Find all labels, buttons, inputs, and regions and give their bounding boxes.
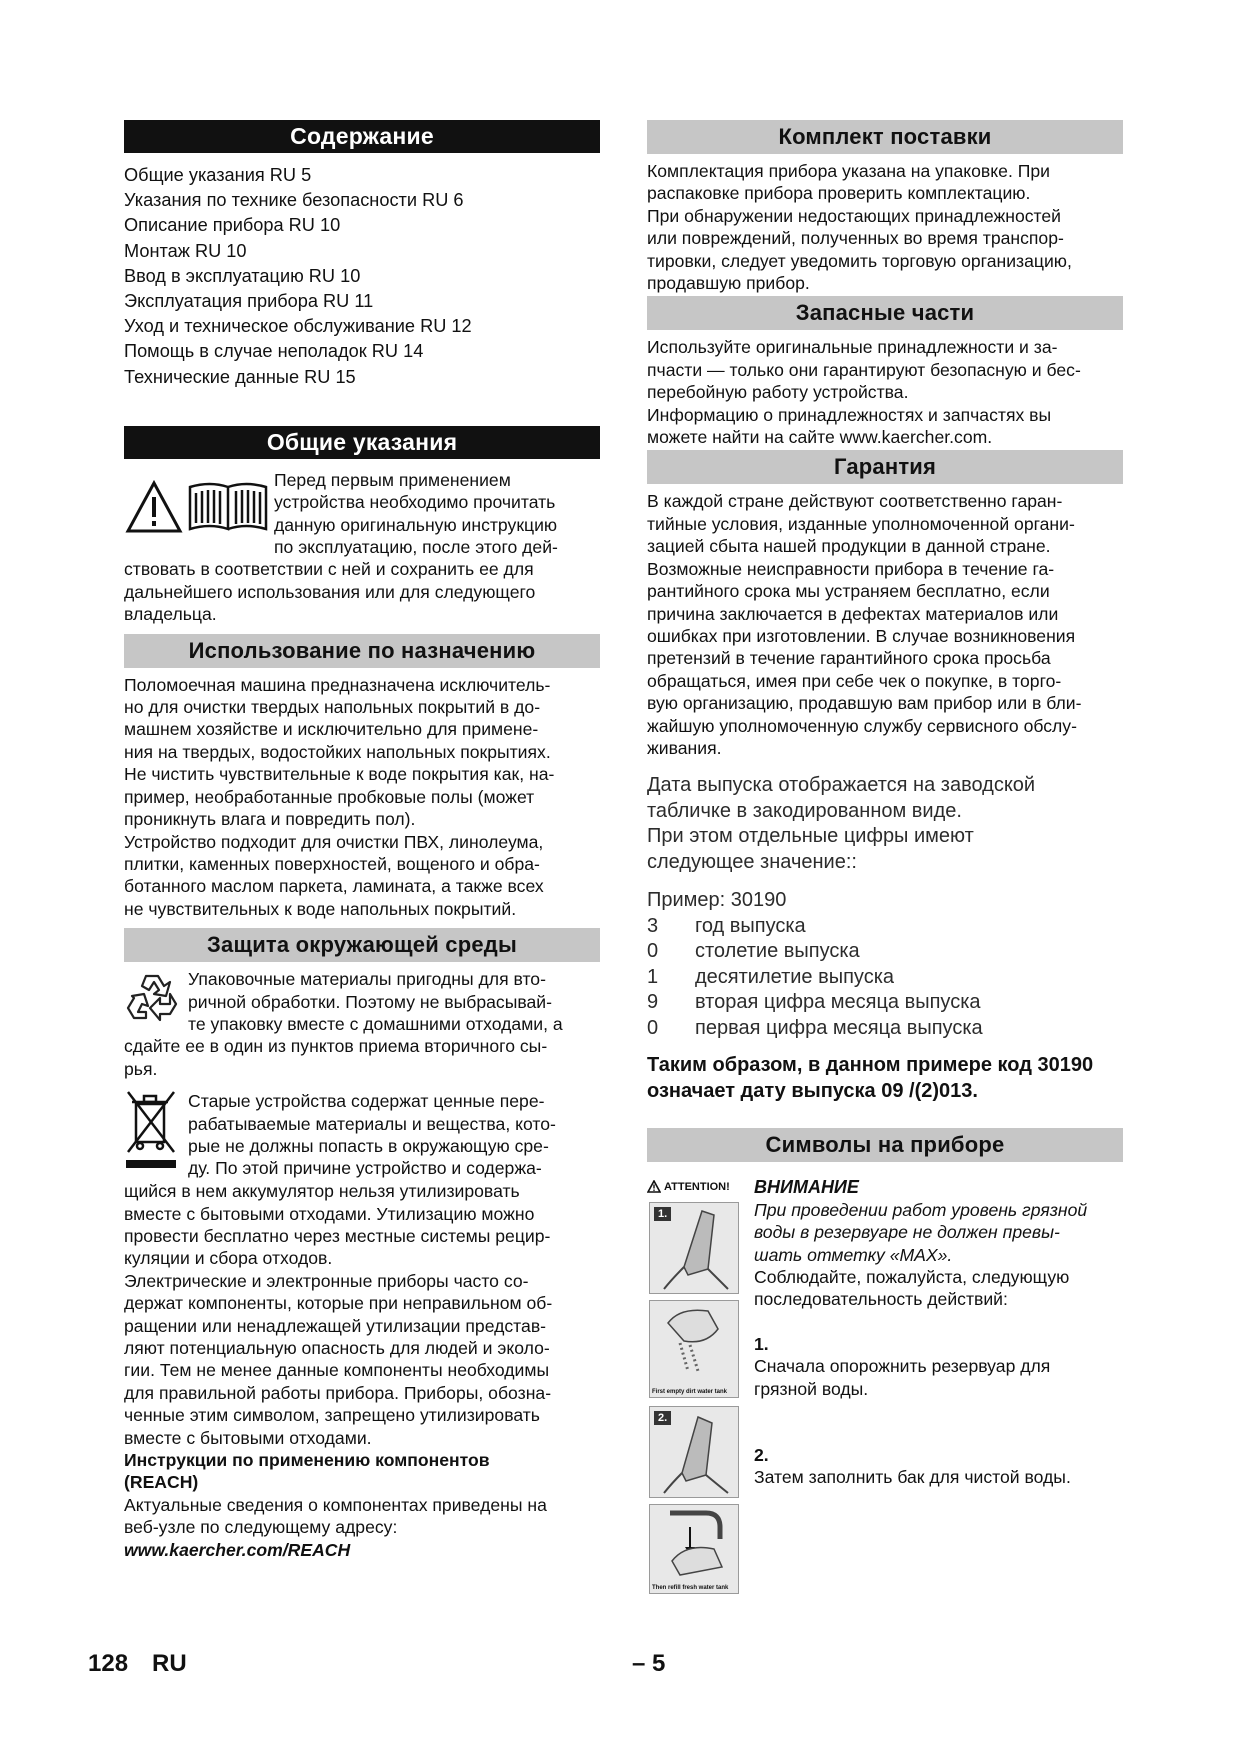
environment-text: те упаковку вместе с домашними отходами, а <box>188 1013 563 1034</box>
delivery-text: Комплектация прибора указана на упаковке. При <box>647 161 1050 181</box>
usage-text: плитки, каменных поверхностей, вощеного и обра- <box>124 853 540 874</box>
right-column <box>647 120 1123 1596</box>
warranty-text: причина заключается в дефектах материалов или <box>647 603 1059 624</box>
warning-icon <box>647 1180 661 1193</box>
code-digit: 0 <box>647 1016 659 1039</box>
toc-item[interactable]: Технические данные RU 15 <box>124 366 356 387</box>
toc-list <box>124 163 600 390</box>
environment-text: сдайте ее в один из пунктов приема вторичного сы- <box>124 1036 548 1057</box>
environment-text: ченные этим символом, запрещено утилизировать <box>124 1405 540 1426</box>
environment-text: куляции и сбора отходов. <box>124 1248 333 1269</box>
crossed-bin-icon <box>124 1090 178 1174</box>
pictogram-number: 1. <box>654 1207 671 1221</box>
delivery-text: продавшую прибор. <box>647 273 810 294</box>
usage-text: машнем хозяйстве и исключительно для примене- <box>124 719 539 740</box>
code-meaning: вторая цифра месяца выпуска <box>695 991 981 1014</box>
toc-item[interactable]: Помощь в случае неполадок RU 14 <box>124 341 424 362</box>
warning-text: При проведении работ уровень грязной <box>754 1199 1088 1220</box>
warranty-text: ошибках при изготовлении. В случае возникновения <box>647 625 1076 646</box>
symbols-section <box>647 1176 1123 1596</box>
empty-tank-icon <box>650 1301 738 1381</box>
warranty-text: рантийного срока мы устраняем бесплатно, если <box>647 581 1050 602</box>
general-section <box>124 469 600 626</box>
usage-text: Не чистить чувствительные к воде покрытия как, на- <box>124 764 555 785</box>
warning-text: шать отметку «MAX». <box>754 1244 953 1265</box>
warranty-text: вую организацию, продавшую вам прибор или в бли- <box>647 693 1082 714</box>
pictogram-number: 2. <box>654 1411 671 1425</box>
code-digit: 1 <box>647 965 659 988</box>
usage-text: ния на твердых, водостойких напольных покрытиях. <box>124 741 551 762</box>
general-text: устройства необходимо прочитать <box>274 492 556 513</box>
toc-item[interactable]: Эксплуатация прибора RU 11 <box>124 291 374 312</box>
production-conclusion: Таким образом, в данном примере код 30190 <box>647 1054 1094 1077</box>
code-row <box>647 939 1123 965</box>
spares-text: Информацию о принадлежностях и запчастях вы <box>647 404 1052 425</box>
code-meaning: столетие выпуска <box>695 940 860 963</box>
production-intro: следующее значение:: <box>647 850 857 873</box>
warranty-text: обращаться, имея при себе чек о покупке, в торго- <box>647 670 1062 691</box>
step1-text: Сначала опорожнить резервуар для <box>754 1356 1051 1377</box>
code-digit: 0 <box>647 940 659 963</box>
production-intro: Дата выпуска отображается на заводской <box>647 774 1036 797</box>
environment-text: ляют потенциальную опасность для людей и эколо- <box>124 1338 550 1359</box>
left-column <box>124 120 600 1561</box>
warranty-text: жайшую уполномоченную службу сервисного обслу- <box>647 715 1077 736</box>
language-code: RU <box>152 1650 187 1677</box>
code-row <box>647 990 1123 1016</box>
recycle-icon-box <box>124 968 188 1026</box>
general-title: Общие указания <box>124 426 600 459</box>
pictogram-step2 <box>649 1406 739 1498</box>
environment-text: Упаковочные материалы пригодны для вто- <box>188 969 546 990</box>
pictogram-caption: Then refill fresh water tank <box>652 1585 729 1592</box>
follow-text: Соблюдайте, пожалуйста, следующую <box>754 1266 1070 1287</box>
reach-text: веб-узле по следующему адресу: <box>124 1517 398 1538</box>
general-text: владельца. <box>124 604 217 625</box>
general-text: данную оригинальную инструкцию <box>274 514 558 535</box>
warranty-text: живания. <box>647 737 722 758</box>
toc-item[interactable]: Уход и техническое обслуживание RU 12 <box>124 316 472 337</box>
code-meaning: год выпуска <box>695 914 806 937</box>
environment-text: ду. По этой причине устройство и содержа- <box>188 1158 542 1179</box>
weee-icon-box <box>124 1090 188 1180</box>
environment-title: Защита окружающей среды <box>124 928 600 962</box>
section-page-number: – 5 <box>632 1650 666 1677</box>
toc-item[interactable]: Общие указания RU 5 <box>124 165 312 185</box>
warning-manual-icon <box>124 477 269 537</box>
environment-text: ращении или ненадлежащей утилизации представ- <box>124 1315 547 1336</box>
usage-section <box>124 674 600 920</box>
usage-text: Устройство подходит для очистки ПВХ, линолеума, <box>124 831 544 852</box>
code-row <box>647 965 1123 991</box>
attention-text: ATTENTION! <box>664 1180 730 1193</box>
environment-text: рья. <box>124 1058 158 1079</box>
spares-text: Используйте оригинальные принадлежности и за- <box>647 337 1058 358</box>
step2-number: 2. <box>754 1445 769 1465</box>
environment-text: Старые устройства содержат ценные пере- <box>188 1091 545 1112</box>
warranty-section <box>647 490 1123 759</box>
toc-title: Содержание <box>124 120 600 153</box>
delivery-text: При обнаружении недостающих принадлежностей <box>647 205 1061 226</box>
warning-title: ВНИМАНИЕ <box>754 1177 859 1198</box>
environment-text: вместе с бытовыми отходами. <box>124 1427 372 1448</box>
environment-text: вместе с бытовыми отходами. Утилизацию можно <box>124 1203 535 1224</box>
general-text: ствовать в соответствии с ней и сохранить ее для <box>124 559 534 580</box>
delivery-text: распаковке прибора проверить комплектацию. <box>647 183 1031 204</box>
environment-section <box>124 968 600 1561</box>
delivery-text: тировки, следует уведомить торговую организацию, <box>647 250 1072 271</box>
code-row <box>647 1016 1123 1042</box>
environment-text: рабатываемые материалы и вещества, кото- <box>188 1113 556 1134</box>
environment-text: Электрические и электронные приборы часто со- <box>124 1270 529 1291</box>
toc-item[interactable]: Монтаж RU 10 <box>124 240 247 261</box>
production-intro: При этом отдельные цифры имеют <box>647 825 974 848</box>
general-text: Перед первым применением <box>274 469 511 490</box>
reach-link[interactable]: www.kaercher.com/REACH <box>124 1539 351 1560</box>
warranty-text: В каждой стране действуют соответственно гаран- <box>647 491 1063 512</box>
delivery-section <box>647 160 1123 294</box>
warranty-text: Возможные неисправности прибора в течение га- <box>647 558 1055 579</box>
warranty-text: тийные условия, изданные уполномоченной органи- <box>647 513 1075 534</box>
environment-text: провести бесплатно через местные системы рецир- <box>124 1225 551 1246</box>
warranty-text: зацией сбыта нашей продукции в данной стране. <box>647 536 1051 557</box>
general-icons <box>124 469 274 543</box>
spares-text: перебойную работу устройства. <box>647 382 909 403</box>
warranty-text: претензий в течение гарантийного срока просьба <box>647 648 1051 669</box>
code-digit: 9 <box>647 991 659 1014</box>
page-number: 128 <box>88 1650 129 1677</box>
usage-text: но для очистки твердых напольных покрытий в до- <box>124 697 541 718</box>
spares-text: можете найти на сайте www.kaercher.com. <box>647 427 993 448</box>
general-text: дальнейшего использования или для следующего <box>124 581 536 602</box>
step1-number: 1. <box>754 1333 769 1354</box>
refill-tank-icon <box>650 1505 738 1579</box>
environment-text: щийся в нем аккумулятор нельзя утилизировать <box>124 1181 520 1202</box>
symbols-text <box>754 1176 1124 1488</box>
step2-text: Затем заполнить бак для чистой воды. <box>754 1467 1071 1488</box>
usage-text: пример, необработанные пробковые полы (может <box>124 786 535 807</box>
usage-title: Использование по назначению <box>124 634 600 668</box>
environment-text: гии. Тем не менее данные компоненты необходимы <box>124 1360 550 1381</box>
usage-text: не чувствительных к воде напольных покрытий. <box>124 898 517 919</box>
code-meaning: первая цифра месяца выпуска <box>695 1016 983 1039</box>
production-date-section <box>647 773 1123 1104</box>
environment-text: ричной обработки. Поэтому не выбрасывай- <box>188 991 552 1012</box>
reach-title: Инструкции по применению компонентов <box>124 1450 490 1471</box>
recycle-icon <box>124 968 180 1024</box>
production-example: Пример: 30190 <box>647 889 787 912</box>
environment-text: для правильной работы прибора. Приборы, обозна- <box>124 1382 552 1403</box>
pictogram-caption: First empty dirt water tank <box>652 1389 728 1396</box>
warranty-title: Гарантия <box>647 450 1123 484</box>
reach-title: (REACH) <box>124 1472 199 1493</box>
follow-text: последовательность действий: <box>754 1289 1008 1310</box>
spares-title: Запасные части <box>647 296 1123 330</box>
delivery-title: Комплект поставки <box>647 120 1123 154</box>
symbols-title: Символы на приборе <box>647 1128 1123 1162</box>
production-intro: табличке в закодированном виде. <box>647 799 962 822</box>
code-meaning: десятилетие выпуска <box>695 965 895 988</box>
delivery-text: или повреждений, полученных во время транспор- <box>647 228 1064 249</box>
environment-text: рые не должны попасть в окружающую сре- <box>188 1135 549 1156</box>
production-conclusion: означает дату выпуска 09 /(2)013. <box>647 1079 978 1102</box>
page-footer-left <box>88 1650 211 1678</box>
spares-text: пчасти — только они гарантируют безопасную и бес- <box>647 359 1081 380</box>
pictogram-refill-tank <box>649 1504 739 1594</box>
usage-text: Поломоечная машина предназначена исключитель- <box>124 674 551 695</box>
attention-label <box>647 1180 747 1193</box>
toc-item[interactable]: Ввод в эксплуатацию RU 10 <box>124 265 361 286</box>
environment-text: держат компоненты, которые при неправильном об- <box>124 1293 553 1314</box>
reach-text: Актуальные сведения о компонентах приведены на <box>124 1494 547 1515</box>
usage-text: ботанного маслом паркета, ламината, а также всех <box>124 876 544 897</box>
pictogram-step1 <box>649 1202 739 1294</box>
general-text: по эксплуатацию, после этого дей- <box>274 537 558 558</box>
warning-text: воды в резервуаре не должен превы- <box>754 1222 1060 1243</box>
code-digit: 3 <box>647 914 659 937</box>
toc-item[interactable]: Описание прибора RU 10 <box>124 215 341 236</box>
toc-item[interactable]: Указания по технике безопасности RU 6 <box>124 190 464 211</box>
usage-text: проникнуть влага и повредить пол). <box>124 809 416 830</box>
code-row <box>647 914 1123 940</box>
pictogram-empty-tank <box>649 1300 739 1398</box>
step1-text: грязной воды. <box>754 1378 869 1399</box>
spares-section <box>647 336 1123 448</box>
